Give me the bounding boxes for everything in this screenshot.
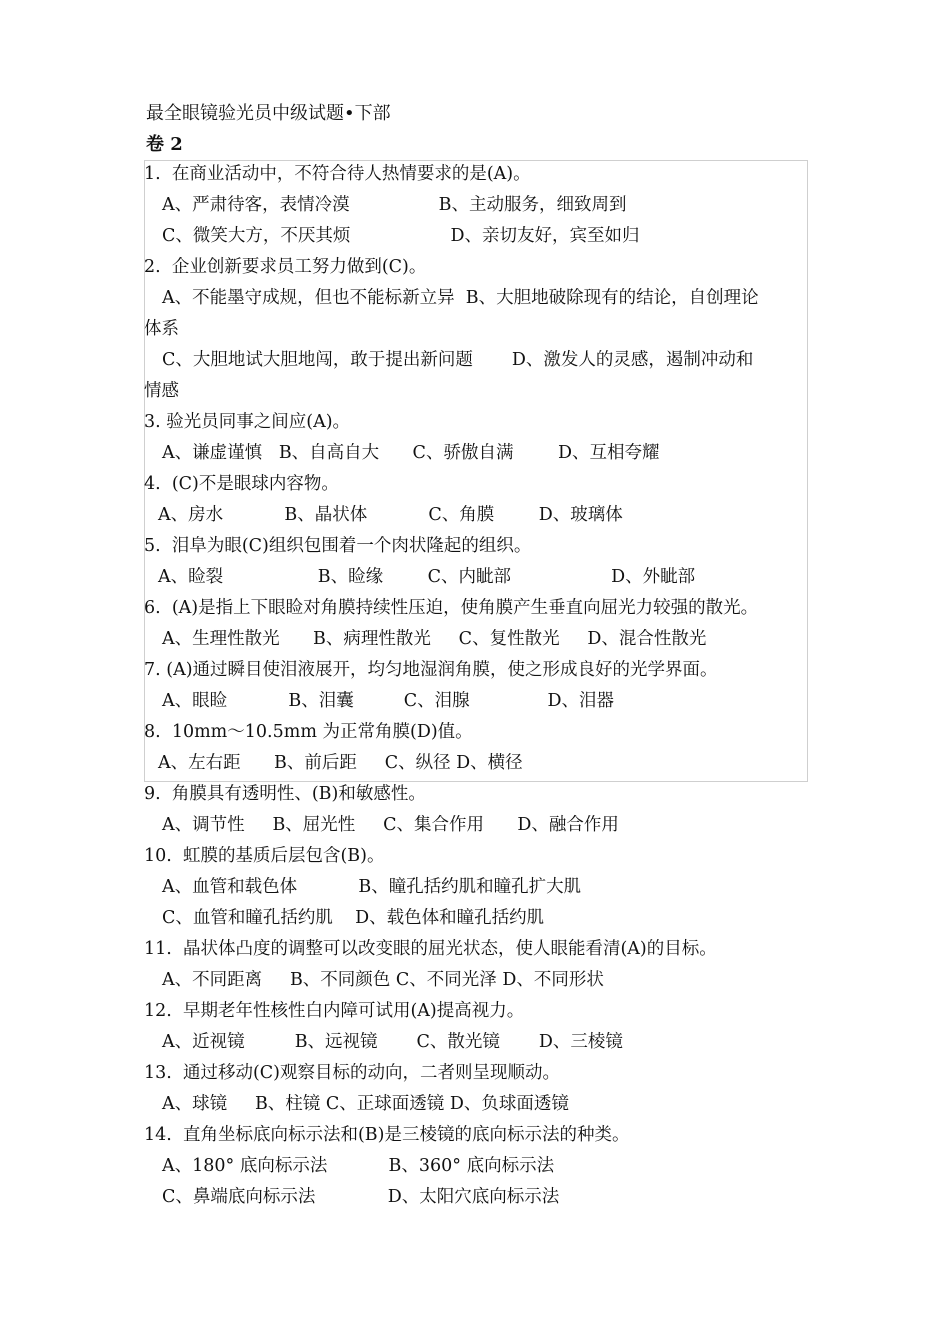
question-2-options-row-4: 情感: [144, 381, 179, 401]
question-14: 14. 直角坐标底向标示法和(B)是三棱镜的底向标示法的种类。: [144, 1125, 630, 1145]
question-7-options: A、眼睑 B、泪囊 C、泪腺 D、泪器: [162, 691, 615, 711]
question-8-options: A、左右距 B、前后距 C、纵径 D、横径: [158, 753, 523, 773]
question-11-options: A、不同距离 B、不同颜色 C、不同光泽 D、不同形状: [162, 970, 604, 990]
question-2-options-row-3: C、大胆地试大胆地闯，敢于提出新问题 D、激发人的灵感，遏制冲动和: [162, 350, 754, 370]
page-title: 最全眼镜验光员中级试题•下部: [146, 103, 391, 124]
question-4: 4. (C)不是眼球内容物。: [144, 474, 339, 494]
question-11: 11. 晶状体凸度的调整可以改变眼的屈光状态，使人眼能看清(A)的目标。: [144, 939, 717, 959]
question-1-options-row-2: C、微笑大方，不厌其烦 D、亲切友好，宾至如归: [162, 226, 640, 246]
question-3-options: A、谦虚谨慎 B、自高自大 C、骄傲自满 D、互相夸耀: [162, 443, 660, 463]
question-8: 8. 10mm～10.5mm 为正常角膜(D)值。: [144, 722, 473, 742]
question-4-options: A、房水 B、晶状体 C、角膜 D、玻璃体: [158, 505, 623, 525]
question-10-options-row-1: A、血管和载色体 B、瞳孔括约肌和瞳孔扩大肌: [162, 877, 582, 897]
question-6: 6. (A)是指上下眼睑对角膜持续性压迫，使角膜产生垂直向屈光力较强的散光。: [144, 598, 759, 618]
question-7: 7. (A)通过瞬目使泪液展开，均匀地湿润角膜，使之形成良好的光学界面。: [144, 660, 718, 680]
question-9-options: A、调节性 B、屈光性 C、集合作用 D、融合作用: [162, 815, 619, 835]
question-13: 13. 通过移动(C)观察目标的动向，二者则呈现顺动。: [144, 1063, 560, 1083]
question-13-options: A、球镜 B、柱镜 C、正球面透镜 D、负球面透镜: [162, 1094, 569, 1114]
question-2: 2. 企业创新要求员工努力做到(C)。: [144, 257, 427, 277]
question-1: 1. 在商业活动中，不符合待人热情要求的是(A)。: [144, 164, 531, 184]
question-5: 5. 泪阜为眼(C)组织包围着一个肉状隆起的组织。: [144, 536, 532, 556]
question-9: 9. 角膜具有透明性、(B)和敏感性。: [144, 784, 426, 804]
question-12: 12. 早期老年性核性白内障可试用(A)提高视力。: [144, 1001, 525, 1021]
question-10-options-row-2: C、血管和瞳孔括约肌 D、载色体和瞳孔括约肌: [162, 908, 545, 928]
question-1-options-row-1: A、严肃待客，表情冷漠 B、主动服务，细致周到: [162, 195, 627, 215]
question-3: 3. 验光员同事之间应(A)。: [144, 412, 351, 432]
question-2-options-row-1: A、不能墨守成规，但也不能标新立异 B、大胆地破除现有的结论，自创理论: [162, 288, 759, 308]
question-14-options-row-1: A、180° 底向标示法 B、360° 底向标示法: [162, 1156, 555, 1176]
volume-heading: 卷 2: [146, 134, 183, 155]
question-12-options: A、近视镜 B、远视镜 C、散光镜 D、三棱镜: [162, 1032, 623, 1052]
question-10: 10. 虹膜的基质后层包含(B)。: [144, 846, 385, 866]
question-2-options-row-2: 体系: [144, 319, 179, 339]
question-5-options: A、睑裂 B、睑缘 C、内眦部 D、外眦部: [158, 567, 696, 587]
question-6-options: A、生理性散光 B、病理性散光 C、复性散光 D、混合性散光: [162, 629, 707, 649]
question-14-options-row-2: C、鼻端底向标示法 D、太阳穴底向标示法: [162, 1187, 560, 1207]
